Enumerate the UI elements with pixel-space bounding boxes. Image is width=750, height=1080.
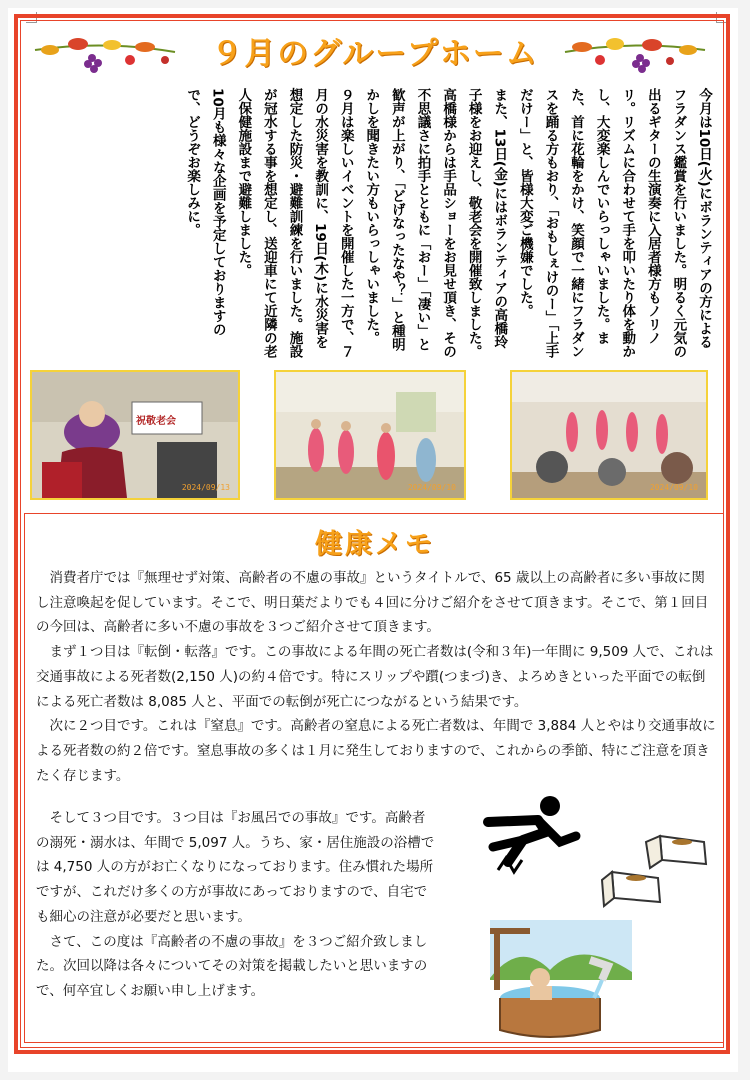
- photo-caption: 祝敬老会: [136, 416, 176, 427]
- article-paragraph: 10月も様々な企画を予定しておりますので、どうぞお楽しみに。: [184, 88, 226, 337]
- memo-paragraph: 次に２つ目です。これは『窒息』です。高齢者の窒息による死亡者数は、年間で 3,884 人とやはり交通事故による死者数の約２倍です。窒息事故の多くは１月に発生しておりますので、これからの季節、特にご注意を頂きたく存じます。: [36, 718, 716, 784]
- falling-person-icon: [468, 792, 588, 884]
- photo-hula-dance-1: [274, 370, 466, 500]
- memo-body: [36, 566, 716, 788]
- photo-date: 2024/09/10: [407, 483, 456, 492]
- rice-cake-icon: [600, 828, 712, 916]
- page-title: ９月のグループホーム: [211, 36, 539, 72]
- memo-paragraph: まず１つ目は『転倒・転落』です。この事故による年間の死亡者数は(令和３年)一年間に 9,509 人で、これは交通事故による死者数(2,150 人)の約４倍です。特にスリップや躓(つまづ)き、よろめきといった平面での転倒による死亡者数は 8,085 人と、平面での転倒が死亡につながるという結果です。: [36, 644, 714, 710]
- memo-title: 健康メモ: [315, 529, 435, 560]
- memo-paragraph: そして３つ目です。３つ目は『お風呂での事故』です。高齢者の溺死・溺水は、年間で 5,097 人。うち、家・居住施設の浴槽では 4,750 人の方がお亡くなりになっております。住み慣れた場所ですが、これだけ多くの方が事故にあっておりますので、自宅でも細心の注意が必要だと思います。: [36, 810, 435, 925]
- article-vertical-text: [36, 88, 716, 358]
- photo-date: 2024/09/10: [649, 483, 698, 492]
- article-paragraph: ９月は楽しいイベントを開催した一方で、７月の水災害を教訓に、19日(木)に水災害を想定した防災・避難訓練を行いました。施設が冠水する事を想定し、送迎車にて近隣の老人保健施設まで避難しました。: [235, 88, 354, 358]
- hot-spring-bath-icon: [490, 920, 632, 1040]
- photo-magic-show: [30, 370, 240, 500]
- memo-body-narrow: [36, 806, 436, 1004]
- photo-hula-dance-2: [510, 370, 708, 500]
- memo-paragraph: さて、この度は『高齢者の不慮の事故』を３つご紹介致しました。次回以降は各々についてその対策を掲載したいと思いますので、何卒宜しくお願い申し上げます。: [36, 933, 428, 999]
- photo-date: 2024/09/13: [181, 483, 230, 492]
- article-paragraph: また、13日(金)にはボランティアの高橋玲子様をお迎えし、敬老会を開催致しました。高橋様からは手品ショーをお見せ頂き、その不思議さに拍手とともに「おー」「凄い」と歓声が上がり、「どげなったなや？」と種明かしを聞きたい方もいらっしゃいました。: [363, 88, 508, 358]
- article-paragraph: 今月は10日(火)にボランティアの方によるフラダンス鑑賞を行いました。明るく元気の出るギターの生演奏に入居者様方もノリノリ。リズムに合わせて手を叩いたり体を動かし、大変楽しんでいらっしゃいました。また、首に花輪をかけ、笑顔で一緒にフラダンスを踊る方もおり、「おもしぇけのー」「上手だけー」と、皆様大変ご機嫌でした。: [516, 88, 712, 358]
- memo-paragraph: 消費者庁では『無理せず対策、高齢者の不慮の事故』というタイトルで、65 歳以上の高齢者に多い事故に関し注意喚起を促しています。そこで、明日葉だよりでも４回に分けご紹介をさせて頂きます。そこで、第１回目の今回は、高齢者に多い不慮の事故を３つご紹介させて頂きます。: [36, 570, 709, 636]
